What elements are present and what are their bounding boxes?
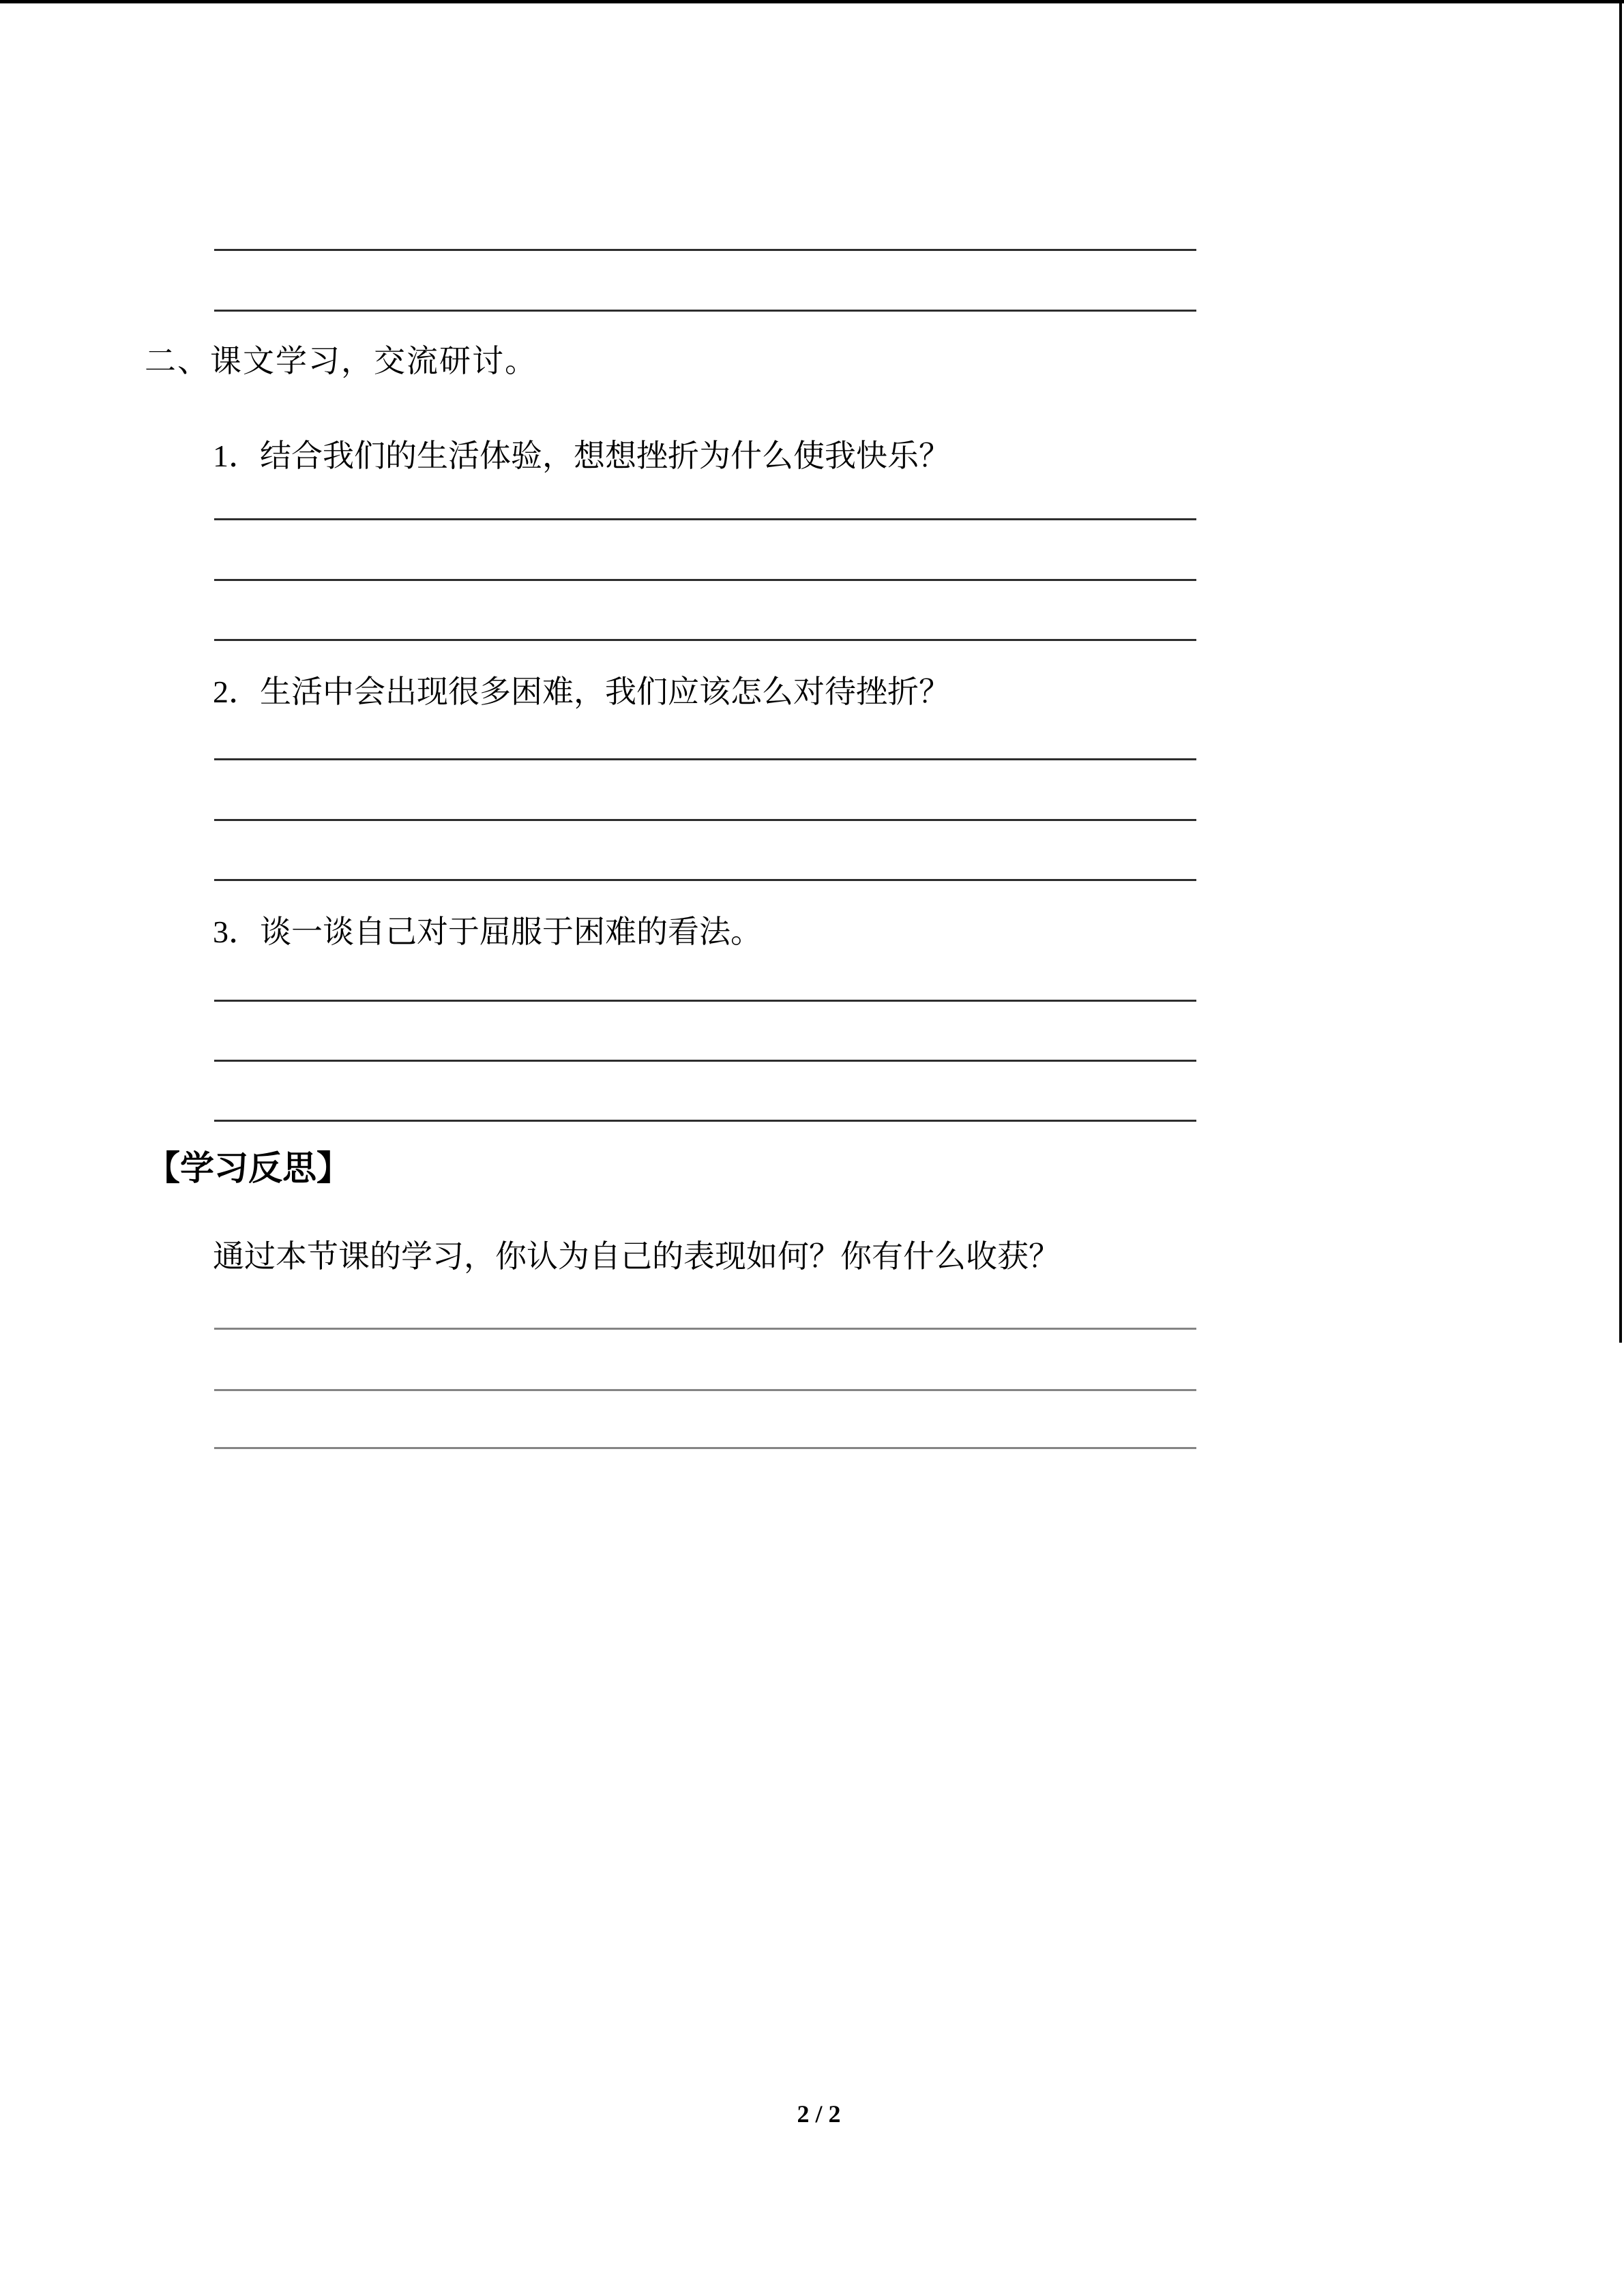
answer-line bbox=[214, 1447, 1196, 1449]
reflection-prompt: 通过本节课的学习，你认为自己的表现如何？你有什么收获？ bbox=[213, 1239, 1060, 1274]
answer-line bbox=[214, 1120, 1196, 1122]
answer-line bbox=[214, 249, 1196, 251]
section-heading: 二、课文学习，交流研讨。 bbox=[145, 344, 537, 378]
reflection-heading: 【学习反思】 bbox=[146, 1149, 351, 1187]
answer-line bbox=[214, 1389, 1196, 1391]
answer-line bbox=[214, 310, 1196, 312]
answer-line bbox=[214, 579, 1196, 581]
page-number: 2 / 2 bbox=[797, 2100, 841, 2128]
question-3: 3．谈一谈自己对于屈服于困难的看法。 bbox=[213, 914, 762, 949]
answer-line bbox=[214, 758, 1196, 760]
question-1: 1．结合我们的生活体验，想想挫折为什么使我快乐？ bbox=[213, 438, 950, 473]
answer-line bbox=[214, 1000, 1196, 1002]
page-right-border bbox=[1619, 0, 1622, 1343]
question-2: 2．生活中会出现很多困难，我们应该怎么对待挫折？ bbox=[213, 674, 950, 709]
answer-line bbox=[214, 639, 1196, 641]
answer-line bbox=[214, 1328, 1196, 1330]
answer-line bbox=[214, 1060, 1196, 1062]
answer-line bbox=[214, 879, 1196, 881]
answer-line bbox=[214, 518, 1196, 520]
page-top-border bbox=[0, 0, 1624, 3]
answer-line bbox=[214, 819, 1196, 821]
